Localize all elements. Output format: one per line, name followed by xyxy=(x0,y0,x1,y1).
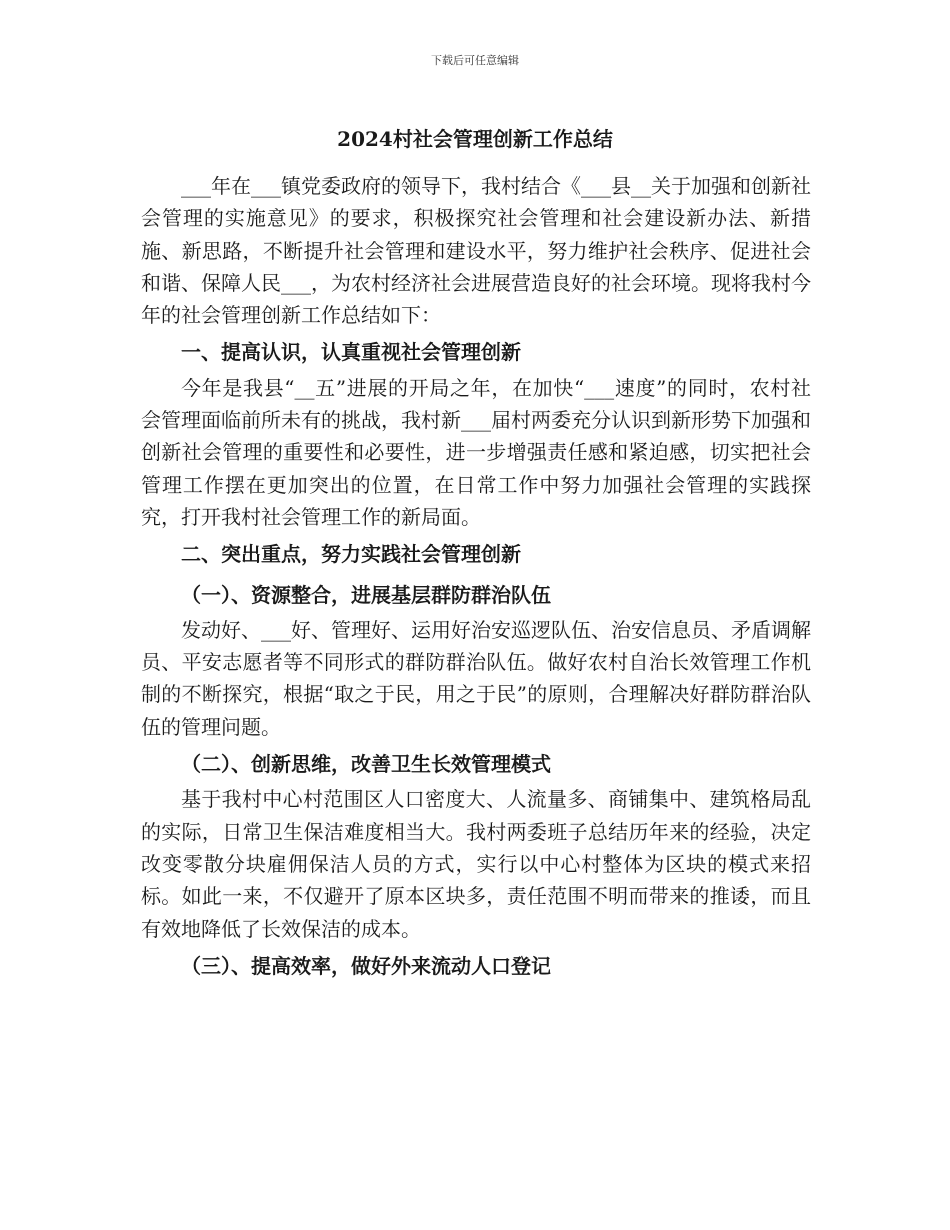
subsection-2-2-paragraph: 基于我村中心村范围区人口密度大、人流量多、商铺集中、建筑格局乱的实际，日常卫生保洁难度相当大。我村两委班子总结历年来的经验，决定改变零散分块雇佣保洁人员的方式，实行以中心村整体为区块的模式来招标。如此一来，不仅避开了原本区块多，责任范围不明而带来的推诿，而且有效地降低了长效保洁的成本。 xyxy=(141,787,811,941)
subsection-2-1-paragraph: 发动好、___好、管理好、运用好治安巡逻队伍、治安信息员、矛盾调解员、平安志愿者等不同形式的群防群治队伍。做好农村自治长效管理工作机制的不断探究，根据“取之于民，用之于民”的原则，合理解决好群防群治队伍的管理问题。 xyxy=(141,617,811,739)
document-body xyxy=(141,170,811,985)
subsection-heading-2-2: （二）、创新思维，改善卫生长效管理模式 xyxy=(181,752,551,777)
section-1-paragraph: 今年是我县“__五”进展的开局之年，在加快“___速度”的同时，农村社会管理面临前所未有的挑战，我村新___届村两委充分认识到新形势下加强和创新社会管理的重要性和必要性，进一步增强责任感和紧迫感，切实把社会管理工作摆在更加突出的位置，在日常工作中努力加强社会管理的实践探究，打开我村社会管理工作的新局面。 xyxy=(141,375,811,529)
intro-paragraph: ___年在___镇党委政府的领导下，我村结合《___县__关于加强和创新社会管理的实施意见》的要求，积极探究社会管理和社会建设新办法、新措施、新思路，不断提升社会管理和建设水平，努力维护社会秩序、促进社会和谐、保障人民___，为农村经济社会进展营造良好的社会环境。现将我村今年的社会管理创新工作总结如下： xyxy=(141,174,811,328)
section-heading-2: 二、突出重点，努力实践社会管理创新 xyxy=(181,542,521,567)
document-title: 2024村社会管理创新工作总结 xyxy=(337,127,613,151)
subsection-heading-2-3: （三）、提高效率，做好外来流动人口登记 xyxy=(181,953,551,978)
section-heading-1: 一、提高认识，认真重视社会管理创新 xyxy=(181,340,521,365)
header-note: 下载后可任意编辑 xyxy=(431,54,519,67)
subsection-heading-2-1: （一）、资源整合，进展基层群防群治队伍 xyxy=(181,582,551,607)
